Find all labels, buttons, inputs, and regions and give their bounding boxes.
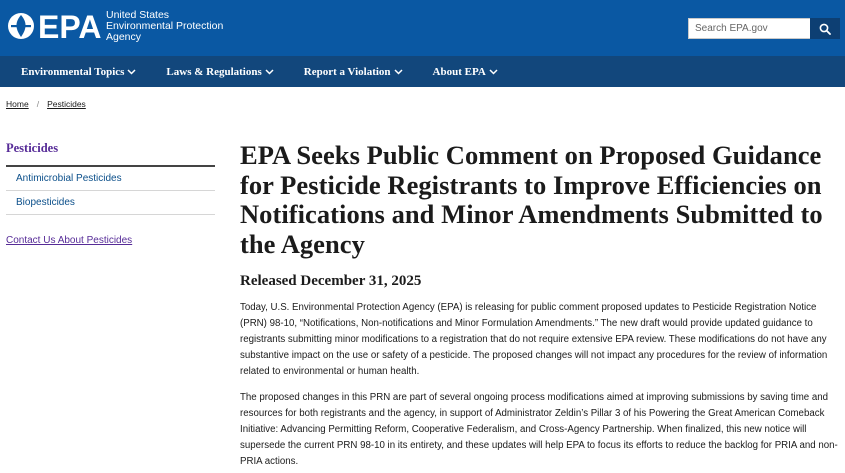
body-paragraph-2: The proposed changes in this PRN are part of several ongoing process modifications aimed at improving submissions by saving time and resources for both registrants and the agency, in support of Administrator Zeldin’s Pillar 3 of his Powering the Great American Comeback Initiative: Advancing Permitting Reform, Cooperative Federalism, and Cross-Agency Partnership. When finalized, this new notice will supersede the current PRN 98-10 in its entirety, and these updates will help EPA to focus its efforts to reduce the backlog for PRIA and non-PRIA actions.: [240, 392, 838, 467]
nav-report-violation[interactable]: [304, 66, 403, 78]
main-content: [240, 141, 840, 470]
agency-line-1: United States: [106, 8, 170, 21]
main-nav: [0, 56, 845, 87]
site-header: [0, 0, 845, 56]
sidebar-item-biopesticides[interactable]: Biopesticides: [6, 191, 215, 215]
body-paragraph-1: Today, U.S. Environmental Protection Agency (EPA) is releasing for public comment proposed updates to Pesticide Registration Notice (PRN) 98-10, “Notifications, Non-notifications and Minor Formulation Amendments.” The new draft would provide updated guidance to registrants submitting minor modifications to a registration that do not require extensive EPA review. These modifications do not have any substantive impact on the use or safety of a pesticide. The proposed changes will not impact any procedures for the review of information related to environmental or human health.: [240, 302, 828, 377]
page-title: EPA Seeks Public Comment on Proposed Guidance for Pesticide Registrants to Improve Efficiencies on Notifications and Minor Amendments Submitted to the Agency: [240, 140, 823, 259]
nav-environmental-topics[interactable]: [21, 66, 136, 78]
agency-line-3: Agency: [106, 30, 142, 43]
nav-label: About EPA: [432, 65, 486, 78]
sidebar-item-antimicrobial[interactable]: Antimicrobial Pesticides: [6, 167, 215, 191]
breadcrumb-home[interactable]: Home: [6, 99, 29, 109]
nav-laws-regulations[interactable]: [166, 66, 273, 78]
epa-logo[interactable]: [6, 9, 223, 43]
nav-label: Laws & Regulations: [166, 65, 262, 78]
chevron-down-icon: [127, 69, 136, 75]
breadcrumb-pesticides[interactable]: Pesticides: [47, 99, 86, 109]
release-date: Released December 31, 2025: [240, 273, 422, 289]
chevron-down-icon: [265, 69, 274, 75]
nav-label: Environmental Topics: [21, 65, 125, 78]
search-icon: [819, 23, 831, 35]
agency-name: [106, 10, 223, 43]
chevron-down-icon: [489, 69, 498, 75]
nav-about-epa[interactable]: [433, 66, 498, 78]
sidebar-title[interactable]: Pesticides: [6, 141, 215, 167]
agency-line-2: Environmental Protection: [106, 19, 224, 32]
epa-logo-mark: [6, 9, 102, 43]
sidebar: [6, 141, 215, 246]
chevron-down-icon: [394, 69, 403, 75]
search-input[interactable]: [688, 18, 810, 39]
site-search: [688, 18, 840, 39]
breadcrumb-separator: /: [36, 99, 40, 109]
search-button[interactable]: [810, 18, 840, 39]
breadcrumb: [6, 99, 86, 109]
contact-us-link[interactable]: Contact Us About Pesticides: [6, 235, 133, 246]
nav-label: Report a Violation: [303, 65, 391, 78]
epa-logo-text: EPA: [38, 9, 102, 43]
